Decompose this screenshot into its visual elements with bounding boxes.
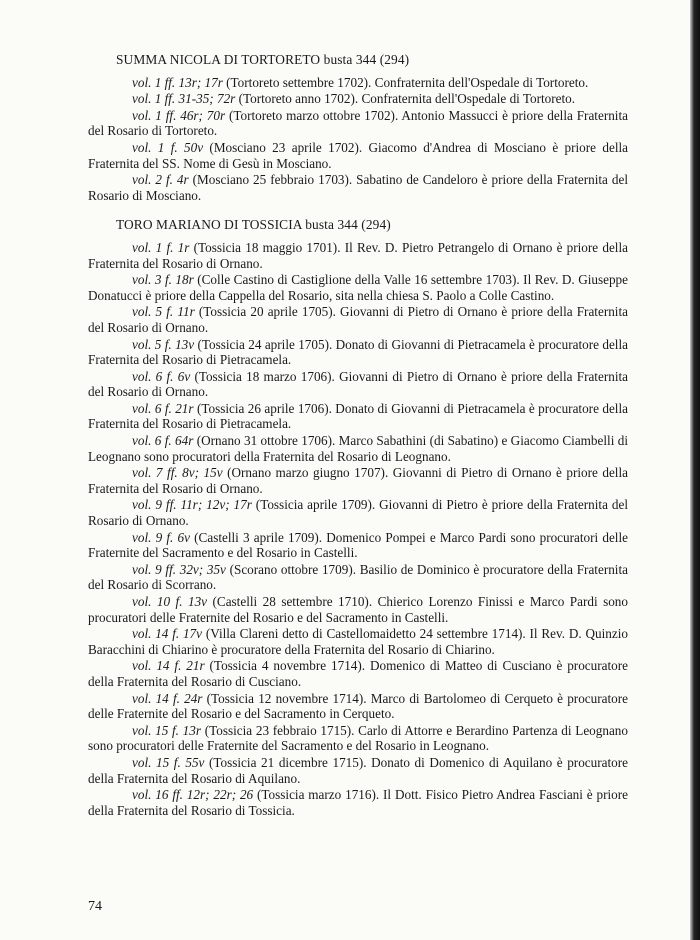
entry-reference: vol. 1 ff. 31-35; 72r: [132, 91, 236, 107]
scan-edge: [690, 0, 700, 940]
entry-paragraph: [88, 497, 628, 528]
entry-reference: vol. 1 f. 50v: [132, 139, 204, 155]
entry-reference: vol. 9 ff. 32v; 35v: [132, 561, 226, 577]
entry-paragraph: [88, 240, 628, 271]
section-heading: [116, 217, 628, 233]
entry-paragraph: [88, 787, 628, 818]
entry-paragraph: [88, 108, 628, 139]
entry-reference: vol. 1 ff. 13r; 17r: [132, 74, 223, 90]
section-heading: [116, 52, 628, 68]
entry-reference: vol. 1 ff. 46r; 70r: [132, 107, 226, 123]
entry-paragraph: [88, 401, 628, 432]
section-toro-mariano: [88, 217, 628, 818]
section-summa-nicola: [88, 52, 628, 203]
entry-reference: vol. 14 f. 21r: [132, 658, 205, 674]
entry-text: (Tossicia 18 marzo 1706). Giovanni di Pietro di Ornano è priore della Fraternita del Rosario di Ornano.: [88, 368, 628, 400]
entry-text: (Tortoreto settembre 1702). Confraternita dell'Ospedale di Tortoreto.: [222, 74, 589, 90]
entry-text: (Ornano marzo giugno 1707). Giovanni di Pietro di Ornano è priore della Fraternita del Rosario di Ornano.: [88, 465, 628, 496]
entry-text: (Scorano ottobre 1709). Basilio de Dominico è procuratore della Fraternita del Rosario di Scorrano.: [88, 561, 628, 593]
entry-paragraph: [88, 723, 628, 754]
entry-text: (Tossicia 18 maggio 1701). Il Rev. D. Pietro Petrangelo di Ornano è priore della Fraternita del Rosario di Ornano.: [88, 239, 628, 271]
entry-text: (Tossicia 21 dicembre 1715). Donato di Domenico di Aquilano è procuratore della Fraternita del Rosario di Aquilano.: [88, 754, 628, 786]
entry-paragraph: [88, 369, 628, 400]
entry-list: [88, 240, 628, 818]
entry-text: (Castelli 28 settembre 1710). Chierico Lorenzo Finissi e Marco Pardi sono procuratori delle Fraternite del Rosario e del Sacramento in Castelli.: [88, 594, 628, 625]
entry-reference: vol. 6 f. 64r: [132, 433, 194, 449]
entry-list: [88, 75, 628, 204]
entry-reference: vol. 6 f. 21r: [132, 400, 194, 416]
section-divider: [88, 204, 628, 217]
entry-text: (Tossicia aprile 1709). Giovanni di Pietro è priore della Fraternita del Rosario di Ornano.: [88, 497, 628, 529]
entry-text: (Tossicia 12 novembre 1714). Marco di Bartolomeo di Cerqueto è procuratore delle Fraternite del Rosario e del Sacramento in Cerqueto.: [88, 690, 628, 722]
entry-paragraph: [88, 594, 628, 625]
entry-text: (Tossicia marzo 1716). Il Dott. Fisico Pietro Andrea Fasciani è priore della Fraternita del Rosario di Tossicia.: [88, 787, 628, 818]
entry-paragraph: [88, 433, 628, 464]
heading-busta: busta 344 (294): [305, 217, 391, 233]
entry-reference: vol. 15 f. 13r: [132, 722, 202, 738]
page-body: [88, 52, 628, 819]
entry-reference: vol. 14 f. 17v: [132, 626, 203, 642]
entry-reference: vol. 2 f. 4r: [132, 172, 189, 188]
entry-paragraph: [88, 75, 628, 91]
entry-paragraph: [88, 140, 628, 171]
entry-text: (Tossicia 20 aprile 1705). Giovanni di Pietro di Ornano è priore della Fraternita del Rosario di Ornano.: [88, 304, 628, 335]
entry-paragraph: [88, 465, 628, 496]
entry-paragraph: [88, 272, 628, 303]
entry-reference: vol. 9 f. 6v: [132, 529, 190, 545]
entry-paragraph: [88, 562, 628, 593]
entry-paragraph: [88, 172, 628, 203]
entry-reference: vol. 7 ff. 8v; 15v: [132, 465, 223, 481]
entry-text: (Tossicia 26 aprile 1706). Donato di Giovanni di Pietracamela è procuratore della Fraternita del Rosario di Pietracamela.: [88, 400, 628, 432]
entry-text: (Mosciano 23 aprile 1702). Giacomo d'Andrea di Mosciano è priore della Fraternita del SS. Nome di Gesù in Mosciano.: [88, 139, 628, 171]
entry-text: (Tortoreto marzo ottobre 1702). Antonio Massucci è priore della Fraternita del Rosario di Tortoreto.: [88, 107, 628, 139]
heading-name: SUMMA NICOLA DI TORTORETO: [116, 52, 321, 67]
entry-paragraph: [88, 530, 628, 561]
entry-reference: vol. 6 f. 6v: [132, 368, 191, 384]
entry-reference: vol. 16 ff. 12r; 22r; 26: [132, 787, 254, 803]
entry-text: (Castelli 3 aprile 1709). Domenico Pompei e Marco Pardi sono procuratori delle Fraternite del Sacramento e del Rosario in Castelli.: [88, 529, 628, 561]
entry-paragraph: [88, 91, 628, 107]
entry-paragraph: [88, 304, 628, 335]
entry-reference: vol. 9 ff. 11r; 12v; 17r: [132, 497, 252, 513]
entry-reference: vol. 5 f. 13v: [132, 336, 195, 352]
entry-text: (Tortoreto anno 1702). Confraternita dell'Ospedale di Tortoreto.: [235, 91, 576, 107]
entry-reference: vol. 14 f. 24r: [132, 690, 203, 706]
entry-reference: vol. 10 f. 13v: [132, 594, 208, 609]
entry-text: (Tossicia 23 febbraio 1715). Carlo di Attorre e Berardino Partenza di Leognano sono procuratori delle Fraternite del Sacramento e del Rosario in Leognano.: [88, 722, 628, 754]
entry-paragraph: [88, 658, 628, 689]
entry-text: (Ornano 31 ottobre 1706). Marco Sabathini (di Sabatino) e Giacomo Ciambelli di Leognano sono procuratori della Fraternita del Rosario di Leognano.: [88, 433, 628, 464]
entry-paragraph: [88, 691, 628, 722]
entry-reference: vol. 3 f. 18r: [132, 272, 194, 288]
entry-text: (Tossicia 4 novembre 1714). Domenico di Matteo di Cusciano è procuratore della Fraternita del Rosario di Cusciano.: [88, 658, 628, 689]
entry-text: (Tossicia 24 aprile 1705). Donato di Giovanni di Pietracamela è procuratore della Fraternita del Rosario di Pietracamela.: [88, 336, 628, 368]
entry-text: (Villa Clareni detto di Castellomaidetto 24 settembre 1714). Il Rev. D. Quinzio Baracchini di Chiarino è procuratore della Fraternita del Rosario di Chiarino.: [88, 626, 628, 657]
entry-text: (Mosciano 25 febbraio 1703). Sabatino de Candeloro è priore della Fraternita del Rosario di Mosciano.: [88, 172, 628, 203]
heading-name: TORO MARIANO DI TOSSICIA: [116, 217, 302, 233]
entry-reference: vol. 15 f. 55v: [132, 754, 205, 770]
entry-text: (Colle Castino di Castiglione della Valle 16 settembre 1703). Il Rev. D. Giuseppe Donatucci è priore della Cappella del Rosario, sita nella chiesa S. Paolo a Colle Castino.: [88, 272, 628, 303]
entry-reference: vol. 5 f. 11r: [132, 304, 195, 320]
entry-paragraph: [88, 626, 628, 657]
page-number: 74: [88, 899, 102, 914]
entry-reference: vol. 1 f. 1r: [132, 239, 190, 255]
entry-paragraph: [88, 337, 628, 368]
heading-busta: busta 344 (294): [323, 52, 410, 67]
entry-paragraph: [88, 755, 628, 786]
